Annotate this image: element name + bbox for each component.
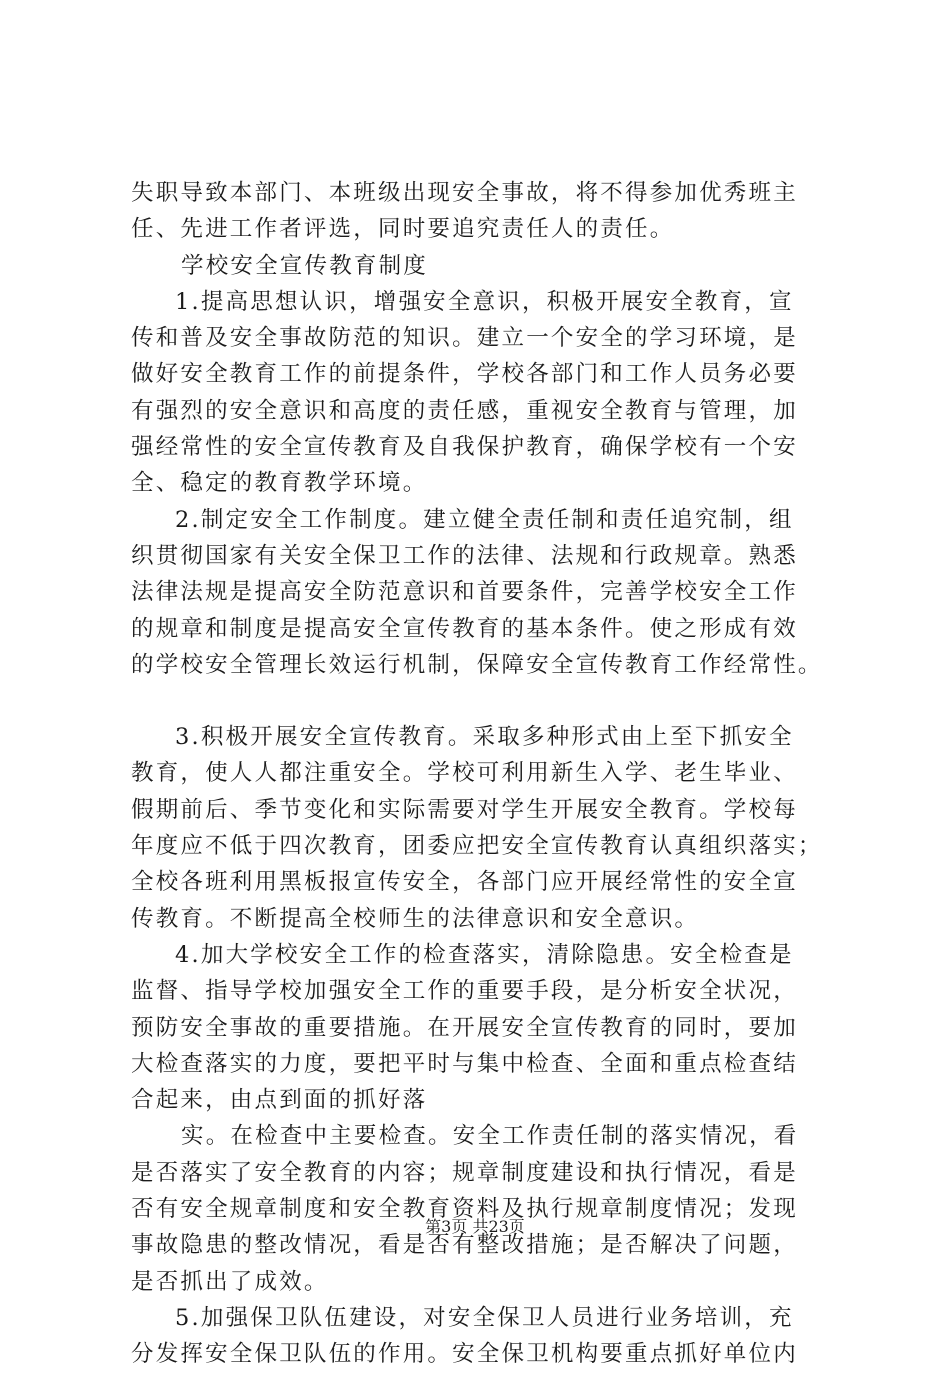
text-line: 传和普及安全事故防范的知识。建立一个安全的学习环境，是 [131,325,798,352]
text-line: 失职导致本部门、本班级出现安全事故，将不得参加优秀班主 [131,180,798,206]
text-line: 预防安全事故的重要措施。在开展安全宣传教育的同时，要加 [131,1014,798,1041]
text-line: 传教育。不断提高全校师生的法律意识和安全意识。 [131,905,700,932]
text-line: 年度应不低于四次教育，团委应把安全宣传教育认真组织落实； [131,833,823,860]
text-line: 大检查落实的力度，要把平时与集中检查、全面和重点检查结 [131,1050,798,1077]
text-line: 的规章和制度是提高安全宣传教育的基本条件。使之形成有效 [131,615,798,642]
text-line: 事故隐患的整改情况，看是否有整改措施；是否解决了问题， [131,1232,798,1259]
text-line: 5.加强保卫队伍建设，对安全保卫人员进行业务培训，充 [175,1304,794,1331]
page-footer [0,1214,950,1237]
text-line: 有强烈的安全意识和高度的责任感，重视安全教育与管理，加 [131,397,798,424]
text-line: 合起来，由点到面的抓好落 [131,1087,428,1114]
section-heading: 学校安全宣传教育制度 [181,252,429,279]
text-line: 教育，使人人都注重安全。学校可利用新生入学、老生毕业、 [131,760,798,787]
text-line: 是否落实了安全教育的内容；规章制度建设和执行情况，看是 [131,1159,798,1186]
text-line: 假期前后、季节变化和实际需要对学生开展安全教育。学校每 [131,796,798,823]
text-line: 否有安全规章制度和安全教育资料及执行规章制度情况；发现 [131,1196,798,1223]
text-line: 2.制定安全工作制度。建立健全责任制和责任追究制，组 [175,506,794,533]
text-line: 4.加大学校安全工作的检查落实，清除隐患。安全检查是 [175,941,794,968]
text-line: 全、稳定的教育教学环境。 [131,470,428,497]
text-line: 任、先进工作者评选，同时要追究责任人的责任。 [131,216,675,243]
text-line: 织贯彻国家有关安全保卫工作的法律、法规和行政规章。熟悉 [131,542,798,569]
text-line: 实。在检查中主要检查。安全工作责任制的落实情况，看 [181,1123,799,1150]
text-line: 的学校安全管理长效运行机制，保障安全宣传教育工作经常性。 [131,651,823,678]
text-line: 做好安全教育工作的前提条件，学校各部门和工作人员务必要 [131,361,798,388]
paragraph-gap [131,683,851,719]
text-line: 全校各班利用黑板报宣传安全，各部门应开展经常性的安全宣 [131,869,798,896]
text-line: 分发挥安全保卫队伍的作用。安全保卫机构要重点抓好单位内 [131,1341,798,1368]
page-number-label: 第3页 共23页 [425,1217,525,1236]
text-line: 是否抓出了成效。 [131,1268,329,1295]
document-body [131,175,851,1373]
text-line: 1.提高思想认识，增强安全意识，积极开展安全教育，宣 [175,288,794,315]
text-line: 法律法规是提高安全防范意识和首要条件，完善学校安全工作 [131,579,798,606]
text-line: 3.积极开展安全宣传教育。采取多种形式由上至下抓安全 [175,724,794,751]
text-line: 强经常性的安全宣传教育及自我保护教育，确保学校有一个安 [131,434,798,461]
text-line: 监督、指导学校加强安全工作的重要手段，是分析安全状况， [131,978,798,1005]
